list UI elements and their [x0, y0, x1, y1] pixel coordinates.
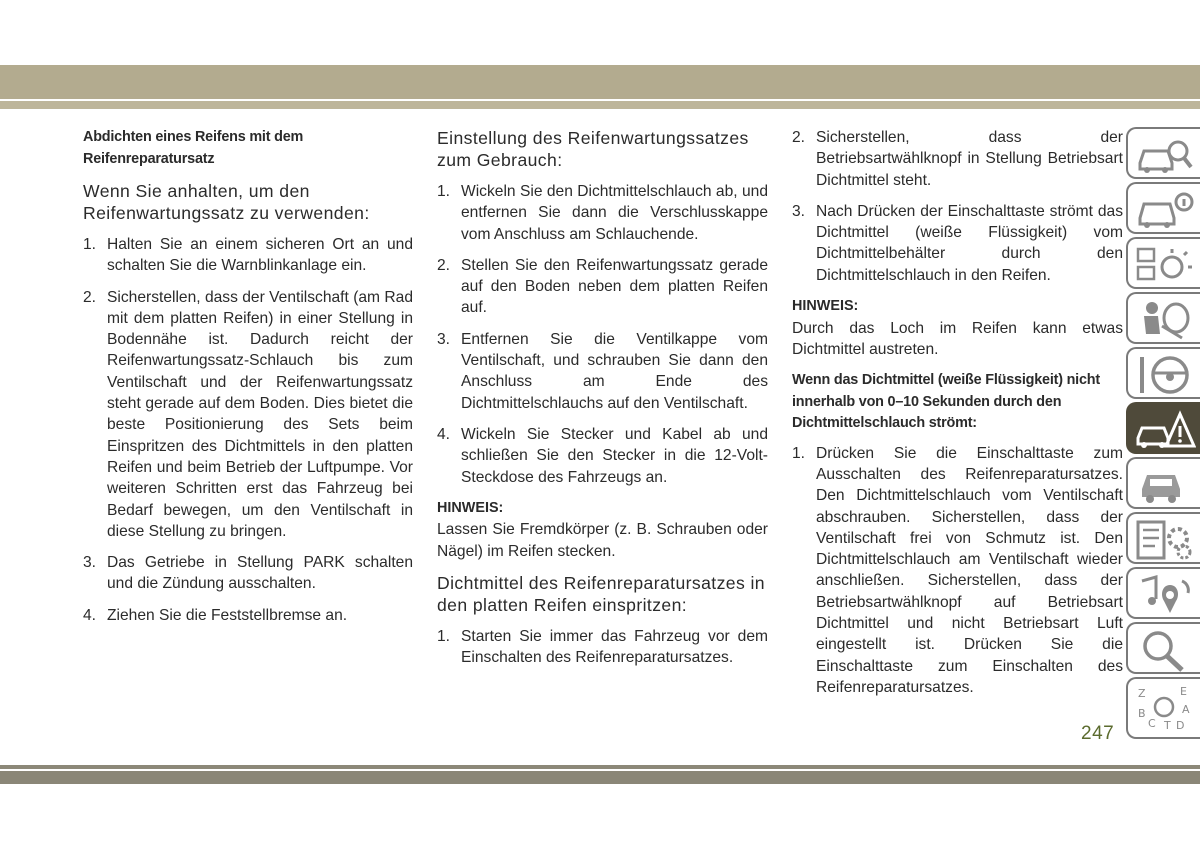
section-heading: Dichtmittel des Reifenreparatursatzes in den platten Reifen einspritzen: — [437, 572, 765, 615]
magnifier-icon — [1134, 628, 1196, 672]
section-heading: Abdichten eines Reifens mit dem Reifenreparatursatz — [83, 129, 304, 167]
steps-list — [83, 234, 413, 626]
section-heading: Einstellung des Reifenwartungssatzes zum Gebrauch: — [437, 128, 749, 170]
header-band — [0, 65, 1200, 99]
intro-text: Wenn Sie anhalten, um den Reifenwartungssatz zu verwenden: — [83, 181, 370, 223]
note-text: Lassen Sie Fremdkörper (z. B. Schrauben oder Nägel) im Reifen stecken. — [437, 521, 768, 560]
tab-index[interactable] — [1126, 677, 1200, 739]
svg-text:D: D — [1176, 719, 1185, 732]
note-label: HINWEIS: — [437, 499, 504, 516]
steering-wheel-icon — [1134, 353, 1196, 397]
steps-list — [792, 127, 1123, 286]
list-item: 1. Wickeln Sie den Dichtmittelschlauch ab, und entfernen Sie dann die Verschlusskappe vom Anschluss am Schlauchende. — [437, 183, 768, 243]
column-left — [83, 127, 413, 636]
tab-car-maintenance[interactable] — [1126, 457, 1200, 509]
tab-roadside-warning[interactable] — [1126, 402, 1200, 454]
column-middle — [437, 127, 768, 679]
airbag-safety-icon — [1134, 298, 1196, 342]
list-item: 2. Sicherstellen, dass der Betriebsartwählknopf in Stellung Betriebsart Dichtmittel steht. — [792, 129, 1123, 189]
roadside-warning-icon — [1134, 408, 1196, 452]
svg-text:B: B — [1138, 707, 1146, 720]
tab-car-info[interactable] — [1126, 182, 1200, 234]
list-item: 1. Starten Sie immer das Fahrzeug vor dem Einschalten des Reifenreparatursatzes. — [437, 627, 768, 667]
tab-specifications[interactable] — [1126, 512, 1200, 564]
list-item: 1. Drücken Sie die Einschalttaste zum Ausschalten des Reifenreparatursatzes. Den Dichtmittelschlauch vom Ventilschaft abschrauben. Sicherstellen, dass der Ventilschaft frei von Schmutz ist. Den Dichtmittelschlauch am Ventilschaft wieder anschließen. Sicherstellen, dass der Betriebsartwählknopf auf Betriebsart Dichtmittel und nicht Betriebsart Luft eingestellt ist. Drücken Sie die Einschalttaste zum Einschalten des Reifenreparatursatzes. — [792, 444, 1123, 696]
car-maintenance-icon — [1134, 463, 1196, 507]
footer-line — [0, 765, 1200, 769]
car-search-icon — [1134, 133, 1196, 177]
multimedia-icon — [1134, 573, 1196, 617]
specifications-gears-icon — [1134, 518, 1196, 562]
list-item: 1. Halten Sie an einem sicheren Ort an und schalten Sie die Warnblinkanlage ein. — [83, 236, 413, 275]
svg-text:E: E — [1180, 685, 1187, 698]
svg-text:T: T — [1164, 719, 1171, 732]
tab-dashboard-lights[interactable] — [1126, 237, 1200, 289]
tab-steering-wheel[interactable] — [1126, 347, 1200, 399]
note-text: Durch das Loch im Reifen kann etwas Dichtmittel austreten. — [792, 319, 1123, 358]
steps-list — [437, 181, 768, 488]
car-info-icon — [1134, 188, 1196, 232]
list-item: 4. Wickeln Sie Stecker und Kabel ab und schließen Sie den Stecker in die 12-Volt-Steckdose des Fahrzeugs an. — [437, 425, 768, 486]
tab-car-search[interactable] — [1126, 127, 1200, 179]
steps-list — [792, 443, 1123, 699]
index-letters-icon — [1134, 683, 1196, 737]
list-item: 2. Sicherstellen, dass der Ventilschaft (am Rad mit dem platten Reifen) in einer Stellung in Bodennähe ist. Dadurch reicht der Reifenwartungssatz-Schlauch bis zum Ventilschaft und der Reifenwartungssatz steht gerade auf dem Boden. Dies bietet die beste Positionierung des Sets beim Einspritzen des Dichtmittels in den platten Reifen und beim Betrieb der Luftpumpe. Vor weiteren Schritten erst das Fahrzeug bei Bedarf bewegen, um den Ventilschaft in diese Stellung zu bringen. — [83, 288, 413, 540]
svg-text:A: A — [1182, 703, 1190, 716]
steps-list — [437, 626, 768, 669]
svg-text:C: C — [1148, 717, 1156, 730]
tab-airbag-safety[interactable] — [1126, 292, 1200, 344]
page-number: 247 — [1081, 723, 1115, 744]
list-item: 2. Stellen Sie den Reifenwartungssatz gerade auf den Boden neben dem platten Reifen auf. — [437, 256, 768, 317]
tab-search[interactable] — [1126, 622, 1200, 674]
header-line — [0, 101, 1200, 109]
list-item: 3. Nach Drücken der Einschalttaste strömt das Dichtmittel (weiße Flüssigkeit) vom Dichtmittelbehälter durch den Dichtmittelschlauch in den Reifen. — [792, 202, 1123, 284]
note-label: HINWEIS: — [792, 298, 859, 315]
tab-multimedia[interactable] — [1126, 567, 1200, 619]
dashboard-lights-icon — [1134, 243, 1196, 287]
subheading: Wenn das Dichtmittel (weiße Flüssigkeit) nicht innerhalb von 0–10 Sekunden durch den Dichtmittelschlauch strömt: — [792, 372, 1100, 432]
list-item: 3. Entfernen Sie die Ventilkappe vom Ventilschaft, und schrauben Sie dann den Anschluss am Ende des Dichtmittelschlauchs auf den Ventilschaft. — [437, 330, 768, 412]
footer-band — [0, 771, 1200, 784]
svg-text:Z: Z — [1138, 687, 1146, 700]
list-item: 4. Ziehen Sie die Feststellbremse an. — [83, 606, 348, 624]
column-right — [792, 127, 1123, 708]
list-item: 3. Das Getriebe in Stellung PARK schalten und die Zündung ausschalten. — [83, 554, 413, 593]
